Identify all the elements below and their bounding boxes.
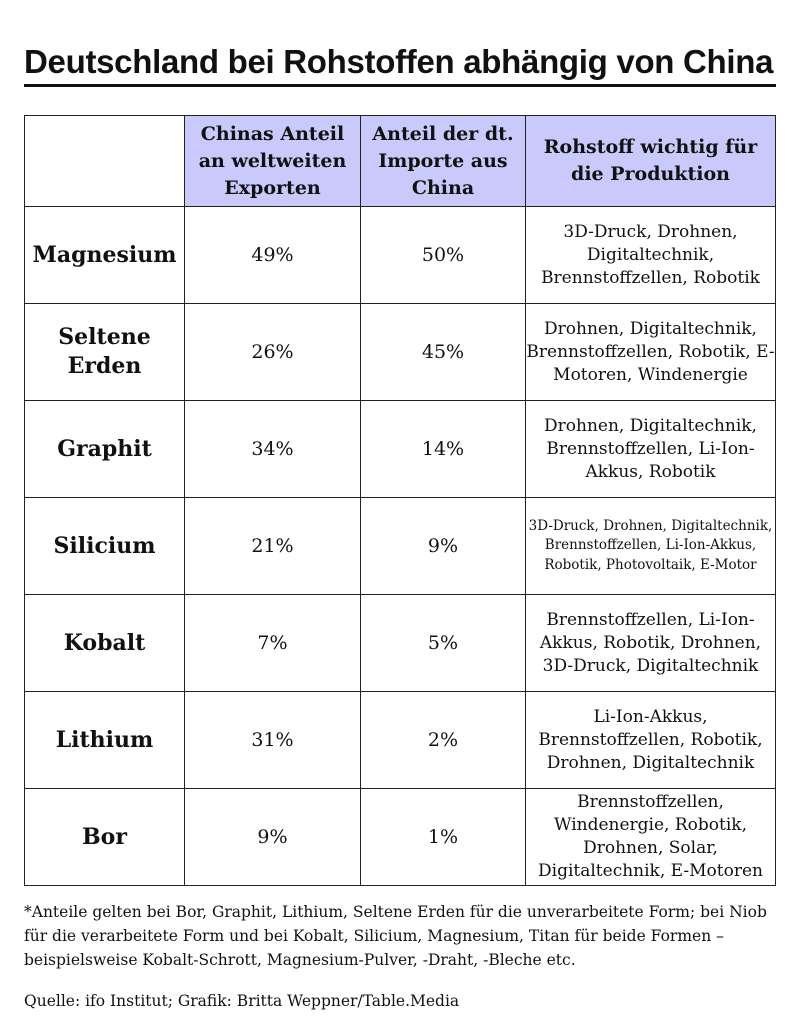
chart-title: Deutschland bei Rohstoffen abhängig von China [24,43,774,80]
header-row [25,116,776,207]
header-cell-corner [25,116,185,207]
material-name: Silicium [25,498,185,595]
uses-text: Brennstoffzellen, Li-Ion-Akkus, Robotik, Drohnen, 3D-Druck, Digitaltechnik [526,595,776,692]
export-share-value: 21% [185,498,361,595]
source-credit: Quelle: ifo Institut; Grafik: Britta Weppner/Table.Media [24,992,460,1010]
header-cell-export-share: Chinas Anteil an weltweiten Exporten [185,116,361,207]
material-name: Kobalt [25,595,185,692]
table-row [25,401,776,498]
table-row [25,692,776,789]
material-name: Magnesium [25,207,185,304]
export-share-value: 31% [185,692,361,789]
export-share-value: 26% [185,304,361,401]
import-share-value: 45% [361,304,526,401]
header-cell-import-share: Anteil der dt. Importe aus China [361,116,526,207]
import-share-value: 2% [361,692,526,789]
import-share-value: 50% [361,207,526,304]
material-name: Graphit [25,401,185,498]
export-share-value: 7% [185,595,361,692]
material-name: Seltene Erden [25,304,185,401]
material-name: Bor [25,789,185,886]
raw-materials-table [24,115,776,886]
header-cell-uses: Rohstoff wichtig für die Produktion [526,116,776,207]
footnote: *Anteile gelten bei Bor, Graphit, Lithium, Seltene Erden für die unverarbeitete Form; bei Niob für die verarbeitete Form und bei Kobalt, Silicium, Magnesium, Titan für beide Formen – beispielsweise Kobalt-Schrott, Magnesium-Pulver, -Draht, -Bleche etc. [24,903,767,969]
import-share-value: 9% [361,498,526,595]
table-row [25,595,776,692]
import-share-value: 14% [361,401,526,498]
uses-text: 3D-Druck, Drohnen, Digitaltechnik, Brennstoffzellen, Robotik [526,207,776,304]
material-name: Lithium [25,692,185,789]
import-share-value: 5% [361,595,526,692]
table-row [25,498,776,595]
title-underline [24,84,776,87]
export-share-value: 49% [185,207,361,304]
table-row [25,207,776,304]
uses-text: Drohnen, Digitaltechnik, Brennstoffzellen, Li-Ion-Akkus, Robotik [526,401,776,498]
import-share-value: 1% [361,789,526,886]
export-share-value: 34% [185,401,361,498]
table-row [25,304,776,401]
uses-text: 3D-Druck, Drohnen, Digitaltechnik, Brennstoffzellen, Li-Ion-Akkus, Robotik, Photovoltaik, E-Motor [526,498,776,595]
export-share-value: 9% [185,789,361,886]
uses-text: Li-Ion-Akkus, Brennstoffzellen, Robotik, Drohnen, Digitaltechnik [526,692,776,789]
uses-text: Brennstoffzellen, Windenergie, Robotik, Drohnen, Solar, Digitaltechnik, E-Motoren [526,789,776,886]
table-row [25,789,776,886]
uses-text: Drohnen, Digitaltechnik, Brennstoffzellen, Robotik, E-Motoren, Windenergie [526,304,776,401]
